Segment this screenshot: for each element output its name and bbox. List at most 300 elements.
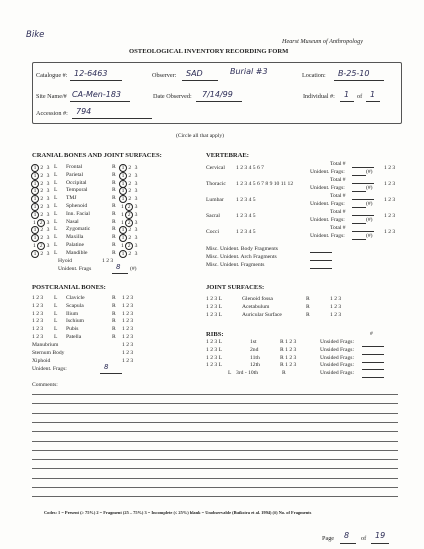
vertebra-row — [206, 161, 406, 180]
cranial-right-scale-digit: 3 — [134, 211, 138, 218]
cranial-right-scale-digit: 1 — [121, 211, 124, 218]
cranial-side-left: L — [54, 187, 58, 194]
vertebra-row — [206, 177, 406, 196]
vertebra-total-label: Total # — [330, 177, 346, 183]
cranial-right-scale-digit: 3 — [134, 188, 138, 195]
comment-line — [32, 403, 398, 404]
joint-side-right: R — [306, 296, 310, 302]
cranial-frags-value: 8 — [116, 263, 121, 271]
cranial-right-scale-digit: 2 — [128, 250, 132, 257]
cranial-right-scale — [120, 250, 138, 259]
cranial-left-scale-digit: 3 — [46, 242, 50, 249]
vertebra-unit: (#) — [366, 169, 373, 175]
cranial-left-scale-digit: 3 — [46, 227, 50, 234]
rib-row — [206, 355, 406, 363]
rib-frags-label: Unsided Frags: — [320, 362, 355, 369]
post-left-scale: 1 2 3 — [32, 302, 44, 309]
post-left-scale: 1 2 3 — [32, 318, 44, 325]
cranial-right-scale-digit: 2 — [125, 211, 133, 219]
vertebra-misc-row — [206, 254, 406, 262]
rib-row — [206, 362, 406, 370]
vertebra-unident-label: Unident. Frags: — [310, 185, 345, 191]
cranial-side-right: R — [112, 187, 116, 194]
cranial-right-scale-digit: 3 — [134, 242, 138, 249]
cranial-right-scale-digit: 2 — [128, 227, 132, 234]
cranial-side-right: R — [112, 164, 116, 170]
accession-value: 794 — [76, 107, 92, 116]
comment-line — [32, 394, 398, 395]
vertebra-unident-label: Unident. Frags: — [310, 169, 345, 175]
post-side-left: L — [54, 326, 58, 333]
vertebra-misc-label: Misc. Unident. Arch Fragments — [206, 253, 277, 260]
rib-name: 1st — [250, 339, 257, 345]
cranial-left-scale-digit: 2 — [40, 165, 44, 171]
cranial-right-scale-digit: 1 — [119, 234, 127, 242]
joints-heading: JOINT SURFACES: — [206, 284, 265, 291]
post-side-left: L — [54, 302, 58, 309]
vertebra-unident-line — [352, 175, 366, 176]
rib-name: 11th — [250, 354, 260, 361]
cranial-right-scale-digit: 3 — [134, 219, 138, 226]
cranial-left-scale-digit: 2 — [40, 180, 44, 187]
cranial-right-scale-digit: 1 — [119, 226, 127, 234]
museum-name: Hearst Museum of Anthropology — [282, 38, 363, 45]
joint-scale: 1 2 3 — [330, 311, 342, 318]
vertebra-unit: (#) — [366, 201, 373, 207]
cranial-side-left: L — [54, 210, 58, 217]
hyoid-label: Hyoid — [58, 258, 72, 264]
cranial-left-scale-digit: 3 — [46, 165, 50, 171]
post-side-left: L — [54, 295, 58, 301]
ribs-hash: # — [370, 331, 373, 337]
cranial-left-scale-digit: 2 — [40, 250, 44, 257]
cranial-row — [32, 242, 182, 250]
post-right-scale: 1 2 3 — [122, 302, 134, 309]
vertebra-unident-line — [352, 239, 366, 240]
cranial-side-left: L — [54, 195, 58, 202]
comment-line — [32, 487, 398, 488]
post-side-left: L — [54, 310, 58, 317]
page-label: Page — [322, 535, 335, 542]
hyoid-scale: 1 2 3 — [102, 258, 114, 264]
post-bone-name: Clavicle — [66, 295, 85, 301]
cranial-row — [32, 211, 182, 219]
cranial-right-scale-digit: 2 — [128, 196, 132, 203]
cranial-left-scale-digit: 2 — [37, 219, 45, 227]
vertebra-numbers: 1 2 3 4 5 — [236, 213, 256, 219]
vertebra-total-label: Total # — [330, 193, 346, 199]
post-side-right: R — [112, 295, 116, 301]
cranial-frags-unit: (#) — [130, 266, 137, 272]
postcranial-single-row — [32, 342, 182, 350]
cranial-right-scale-digit: 3 — [134, 235, 138, 242]
joint-name: Auricular Surface — [242, 311, 282, 318]
rib-frags-label: Unsided Frags: — [320, 370, 355, 377]
postcranial-row — [32, 311, 182, 319]
postcranial-row — [32, 334, 182, 342]
cranial-bone-name: Temporal — [66, 187, 88, 194]
cranial-side-left: L — [54, 226, 58, 233]
post-bone-name: Pubis — [66, 326, 79, 333]
post-single-scale: 1 2 3 — [122, 349, 134, 356]
date-label: Date Observed: — [153, 93, 192, 100]
vertebra-total-label: Total # — [330, 209, 346, 215]
rib-frags-label: Unsided Frags: — [320, 346, 355, 353]
vertebra-misc-label: Misc. Unident. Body Fragments — [206, 246, 278, 252]
cranial-left-scale-digit: 1 — [31, 187, 39, 195]
post-right-scale: 1 2 3 — [122, 333, 134, 340]
joint-row — [206, 304, 406, 312]
comment-line — [32, 478, 398, 479]
vertebra-row — [206, 225, 406, 244]
cranial-right-scale-digit: 3 — [134, 180, 138, 187]
joint-scale: 1 2 3 — [330, 296, 342, 302]
cranial-left-scale-digit: 2 — [37, 242, 45, 250]
vertebra-misc-line — [310, 268, 332, 269]
vertebra-numbers: 1 2 3 4 5 — [236, 229, 256, 235]
cranial-side-left: L — [54, 171, 58, 178]
vertebra-unident-label: Unident. Frags: — [310, 217, 345, 223]
cranial-right-scale-digit: 1 — [119, 180, 127, 188]
circle-instruction: (Circle all that apply) — [176, 133, 224, 139]
cranial-side-left: L — [54, 179, 58, 186]
cranial-left-scale-digit: 1 — [33, 219, 36, 226]
vertebra-total-line — [352, 231, 374, 232]
cranial-side-right: R — [112, 210, 116, 217]
vertebra-unit: (#) — [366, 185, 373, 191]
vertebra-unident-line — [352, 191, 366, 192]
cranial-row — [32, 195, 182, 203]
cranial-row — [32, 219, 182, 227]
cranial-bone-name: Maxilla — [66, 234, 84, 241]
post-right-scale: 1 2 3 — [122, 295, 134, 301]
cranial-bone-name: Occipital — [66, 179, 87, 186]
catalogue-value: 12-6463 — [74, 69, 108, 78]
rib-name: 12th — [250, 362, 260, 369]
joint-side-right: R — [306, 303, 310, 310]
joint-scale: 1 2 3 — [330, 303, 342, 310]
cranial-side-left: L — [54, 234, 58, 241]
vertebra-name: Cocci — [206, 229, 220, 235]
site-value: CA-Men-183 — [72, 90, 121, 99]
vertebra-scale: 1 2 3 — [384, 197, 396, 203]
cranial-row — [32, 187, 182, 195]
post-side-right: R — [112, 310, 116, 317]
cranial-bone-name: Frontal — [66, 164, 83, 170]
cranial-row — [32, 180, 182, 188]
rib-right: R 1 2 3 — [280, 362, 297, 369]
ribs-heading: RIBS: — [206, 331, 224, 338]
joint-left: 1 2 3 L — [206, 303, 223, 310]
rib-name: 2nd — [250, 346, 259, 353]
cranial-row — [32, 234, 182, 242]
vertebra-total-line — [352, 183, 374, 184]
rib-left: 1 2 3 L — [206, 339, 223, 345]
post-left-scale: 1 2 3 — [32, 326, 44, 333]
cranial-side-right: R — [112, 241, 116, 248]
cranial-side-left: L — [54, 218, 58, 225]
vertebra-unident-line — [352, 223, 366, 224]
cranial-left-scale-digit: 3 — [46, 180, 50, 187]
cranial-right-scale-digit: 2 — [125, 203, 133, 211]
post-right-scale: 1 2 3 — [122, 310, 134, 317]
handwritten-tag: Bike — [26, 30, 45, 40]
rib-name: 3rd - 10th — [236, 370, 259, 377]
cranial-left-scale-digit: 3 — [46, 250, 50, 257]
postcranial-row — [32, 326, 182, 334]
post-bone-name: Scapula — [66, 302, 84, 309]
vertebra-unident-line — [352, 207, 366, 208]
cranial-side-right: R — [112, 195, 116, 202]
cranial-side-left: L — [54, 241, 58, 248]
cranial-right-scale-digit: 2 — [128, 180, 132, 187]
cranial-left-scale-digit: 1 — [31, 195, 39, 203]
post-right-scale: 1 2 3 — [122, 318, 134, 325]
cranial-right-scale-digit: 3 — [134, 172, 138, 179]
cranial-right-scale-digit: 2 — [125, 219, 133, 227]
rib-right: R 1 2 3 — [280, 346, 297, 353]
date-value: 7/14/99 — [202, 90, 233, 99]
comment-line — [32, 422, 398, 423]
vertebra-numbers: 1 2 3 4 5 6 7 — [236, 165, 264, 171]
vertebra-scale: 1 2 3 — [384, 213, 396, 219]
cranial-left-scale-digit: 1 — [31, 250, 39, 258]
vertebra-misc-label: Misc. Unident. Fragments — [206, 261, 265, 268]
cranial-side-left: L — [54, 202, 58, 209]
post-right-scale: 1 2 3 — [122, 326, 134, 333]
vertebra-name: Sacral — [206, 213, 220, 219]
vertebra-row — [206, 209, 406, 228]
cranial-right-scale-digit: 2 — [128, 188, 132, 195]
vertebra-total-line — [352, 215, 374, 216]
cranial-right-scale-digit: 1 — [121, 219, 124, 226]
vertebrae-list — [206, 161, 406, 254]
cranial-left-scale-digit: 2 — [40, 203, 44, 210]
cranial-right-scale-digit: 1 — [119, 172, 127, 180]
cranial-side-left: L — [54, 249, 58, 256]
cranial-right-scale-digit: 3 — [134, 227, 138, 234]
cranial-right-scale-digit: 2 — [128, 172, 132, 179]
location-value: B-25-10 — [338, 69, 370, 78]
vertebra-name: Lumbar — [206, 197, 224, 203]
cranial-bone-name: Palatine — [66, 241, 85, 248]
codes-legend: Codes: 1 = Present (≥ 75%) 2 = Fragment (25 – 75%) 3 = Incomplete (≤ 25%) blank = Unobservable (Buikstra et al. 1994) (#) No. of Fragments — [44, 510, 312, 515]
post-left-scale: 1 2 3 — [32, 333, 44, 340]
vertebra-total-label: Total # — [330, 225, 346, 231]
vertebra-total-line — [352, 199, 374, 200]
rib-row — [206, 370, 406, 378]
vertebra-unident-label: Unident. Frags: — [310, 201, 345, 207]
cranial-left-scale-digit: 2 — [40, 235, 44, 242]
cranial-bone-name: Zygomatic — [66, 226, 91, 233]
cranial-right-scale-digit: 2 — [125, 242, 133, 250]
vertebra-misc-row — [206, 246, 406, 254]
post-single-name: Manubrium — [32, 342, 59, 348]
vertebra-scale: 1 2 3 — [384, 181, 396, 187]
vertebrae-misc — [206, 246, 406, 269]
vertebra-scale: 1 2 3 — [384, 165, 396, 171]
post-bone-name: Patella — [66, 333, 82, 340]
post-bone-name: Ilium — [66, 310, 79, 317]
cranial-left-scale-digit: 1 — [31, 234, 39, 242]
postcranial-single-row — [32, 350, 182, 358]
joint-name: Glenoid fossa — [242, 296, 273, 302]
postcranial-row — [32, 303, 182, 311]
cranial-bone-name: Sphenoid — [66, 202, 88, 209]
comment-line — [32, 450, 398, 451]
cranial-bone-name: Inn. Facial — [66, 210, 90, 217]
cranial-right-scale-digit: 1 — [121, 242, 124, 249]
joint-left: 1 2 3 L — [206, 311, 223, 318]
individual-label: Individual #: — [303, 93, 335, 100]
post-single-scale: 1 2 3 — [122, 342, 134, 348]
post-single-scale: 1 2 3 — [122, 357, 134, 364]
cranial-side-right: R — [112, 234, 116, 241]
cranial-right-scale-digit: 1 — [119, 164, 127, 172]
vertebra-total-line — [352, 167, 374, 168]
cranial-right-scale-digit: 3 — [134, 196, 138, 203]
cranial-left-scale-digit: 2 — [40, 227, 44, 234]
joint-side-right: R — [306, 311, 310, 318]
comment-line — [32, 468, 398, 469]
cranial-bone-name: Mandible — [66, 249, 88, 256]
joint-name: Acetabulum — [242, 303, 270, 310]
observer-value: SAD — [186, 69, 203, 78]
comment-line — [32, 441, 398, 442]
cranial-heading: CRANIAL BONES AND JOINT SURFACES: — [32, 152, 162, 159]
cranial-left-scale-digit: 3 — [46, 211, 50, 218]
cranial-list — [32, 164, 182, 258]
cranial-right-scale-digit: 2 — [128, 235, 132, 242]
rib-row — [206, 339, 406, 347]
vertebra-name: Cervical — [206, 165, 225, 171]
cranial-right-scale-digit: 1 — [119, 195, 127, 203]
cranial-bone-name: Parietal — [66, 171, 84, 178]
rib-right: R 1 2 3 — [280, 339, 297, 345]
postcranial-row — [32, 295, 182, 303]
post-left-scale: 1 2 3 — [32, 310, 44, 317]
cranial-left-scale-digit: 2 — [40, 188, 44, 195]
form-title: OSTEOLOGICAL INVENTORY RECORDING FORM — [129, 48, 289, 55]
rib-frags-label: Unsided Frags: — [320, 339, 355, 345]
cranial-side-right: R — [112, 179, 116, 186]
cranial-left-scale-digit: 1 — [31, 164, 39, 172]
cranial-right-scale-digit: 1 — [119, 187, 127, 195]
cranial-left-scale-digit: 1 — [31, 203, 39, 211]
cranial-right-scale-digit: 3 — [134, 250, 138, 257]
postcranial-row — [32, 318, 182, 326]
cranial-side-right: R — [112, 249, 116, 256]
comments-label: Comments: — [32, 382, 58, 388]
postcranial-list — [32, 295, 182, 342]
cranial-left-scale-digit: 3 — [46, 219, 50, 226]
vertebra-unit: (#) — [366, 217, 373, 223]
individual-total: 1 — [370, 90, 376, 99]
cranial-side-right: R — [112, 226, 116, 233]
joint-row — [206, 312, 406, 320]
vertebra-name: Thoracic — [206, 181, 226, 187]
vertebra-scale: 1 2 3 — [384, 229, 396, 235]
comment-line — [32, 413, 398, 414]
cranial-left-scale-digit: 1 — [33, 242, 36, 249]
cranial-row — [32, 203, 182, 211]
cranial-left-scale-digit: 2 — [40, 172, 44, 179]
post-single-name: Sternum Body — [32, 349, 65, 356]
cranial-left-scale-digit: 1 — [31, 172, 39, 180]
post-side-left: L — [54, 318, 58, 325]
cranial-left-scale-digit: 2 — [40, 196, 44, 203]
location-label: Location: — [302, 72, 326, 79]
cranial-side-right: R — [112, 171, 116, 178]
cranial-right-scale-digit: 1 — [119, 250, 127, 258]
post-side-right: R — [112, 333, 116, 340]
individual-of: of — [357, 93, 363, 100]
post-side-right: R — [112, 326, 116, 333]
comment-line — [32, 496, 398, 497]
cranial-left-scale-digit: 3 — [46, 172, 50, 179]
comment-line — [32, 459, 398, 460]
cranial-left-scale-digit: 3 — [46, 203, 50, 210]
joint-row — [206, 296, 406, 304]
observer-label: Observer: — [152, 72, 177, 79]
post-frags-label: Unident. Frags: — [32, 366, 67, 372]
post-side-right: R — [112, 318, 116, 325]
page-total: 19 — [375, 531, 386, 540]
cranial-row — [32, 226, 182, 234]
rib-left: L — [228, 370, 232, 377]
rib-left: 1 2 3 L — [206, 346, 223, 353]
cranial-row — [32, 164, 182, 172]
post-left-scale: 1 2 3 — [32, 295, 44, 301]
cranial-left-scale-digit: 3 — [46, 196, 50, 203]
vertebra-unident-label: Unident. Frags: — [310, 233, 345, 239]
accession-label: Accession #: — [36, 110, 68, 117]
vertebra-misc-row — [206, 262, 406, 270]
cranial-side-left: L — [54, 164, 58, 170]
comment-line — [32, 431, 398, 432]
cranial-left-scale-digit: 2 — [40, 211, 44, 218]
post-side-right: R — [112, 302, 116, 309]
post-frags-value: 8 — [104, 363, 109, 371]
joints-list — [206, 296, 406, 319]
cranial-row — [32, 250, 182, 258]
page-of: of — [361, 535, 367, 542]
cranial-left-scale-digit: 3 — [46, 235, 50, 242]
page-value: 8 — [344, 531, 350, 540]
rib-right: R 1 2 3 — [280, 354, 297, 361]
catalogue-label: Catalogue #: — [36, 72, 68, 79]
postcranial-singles — [32, 342, 182, 365]
ribs-list — [206, 339, 406, 378]
site-label: Site Name/# — [36, 93, 67, 100]
vertebrae-heading: VERTEBRAE: — [206, 152, 250, 159]
postcranial-heading: POSTCRANIAL BONES: — [32, 284, 106, 291]
cranial-left-scale-digit: 1 — [31, 180, 39, 188]
rib-frags-line — [362, 377, 384, 378]
rib-frags-label: Unsided Frags: — [320, 354, 355, 361]
cranial-left-scale — [32, 250, 50, 259]
cranial-side-right: R — [112, 202, 116, 209]
cranial-bone-name: TMJ — [66, 195, 77, 202]
vertebra-numbers: 1 2 3 4 5 6 7 8 9 10 11 12 — [236, 181, 294, 187]
rib-left: 1 2 3 L — [206, 354, 223, 361]
cranial-left-scale-digit: 1 — [31, 211, 39, 219]
vertebra-numbers: 1 2 3 4 5 — [236, 197, 256, 203]
cranial-right-scale-digit: 3 — [134, 203, 138, 210]
post-single-name: Xiphoid — [32, 357, 51, 364]
cranial-row — [32, 172, 182, 180]
vertebra-total-label: Total # — [330, 161, 346, 167]
